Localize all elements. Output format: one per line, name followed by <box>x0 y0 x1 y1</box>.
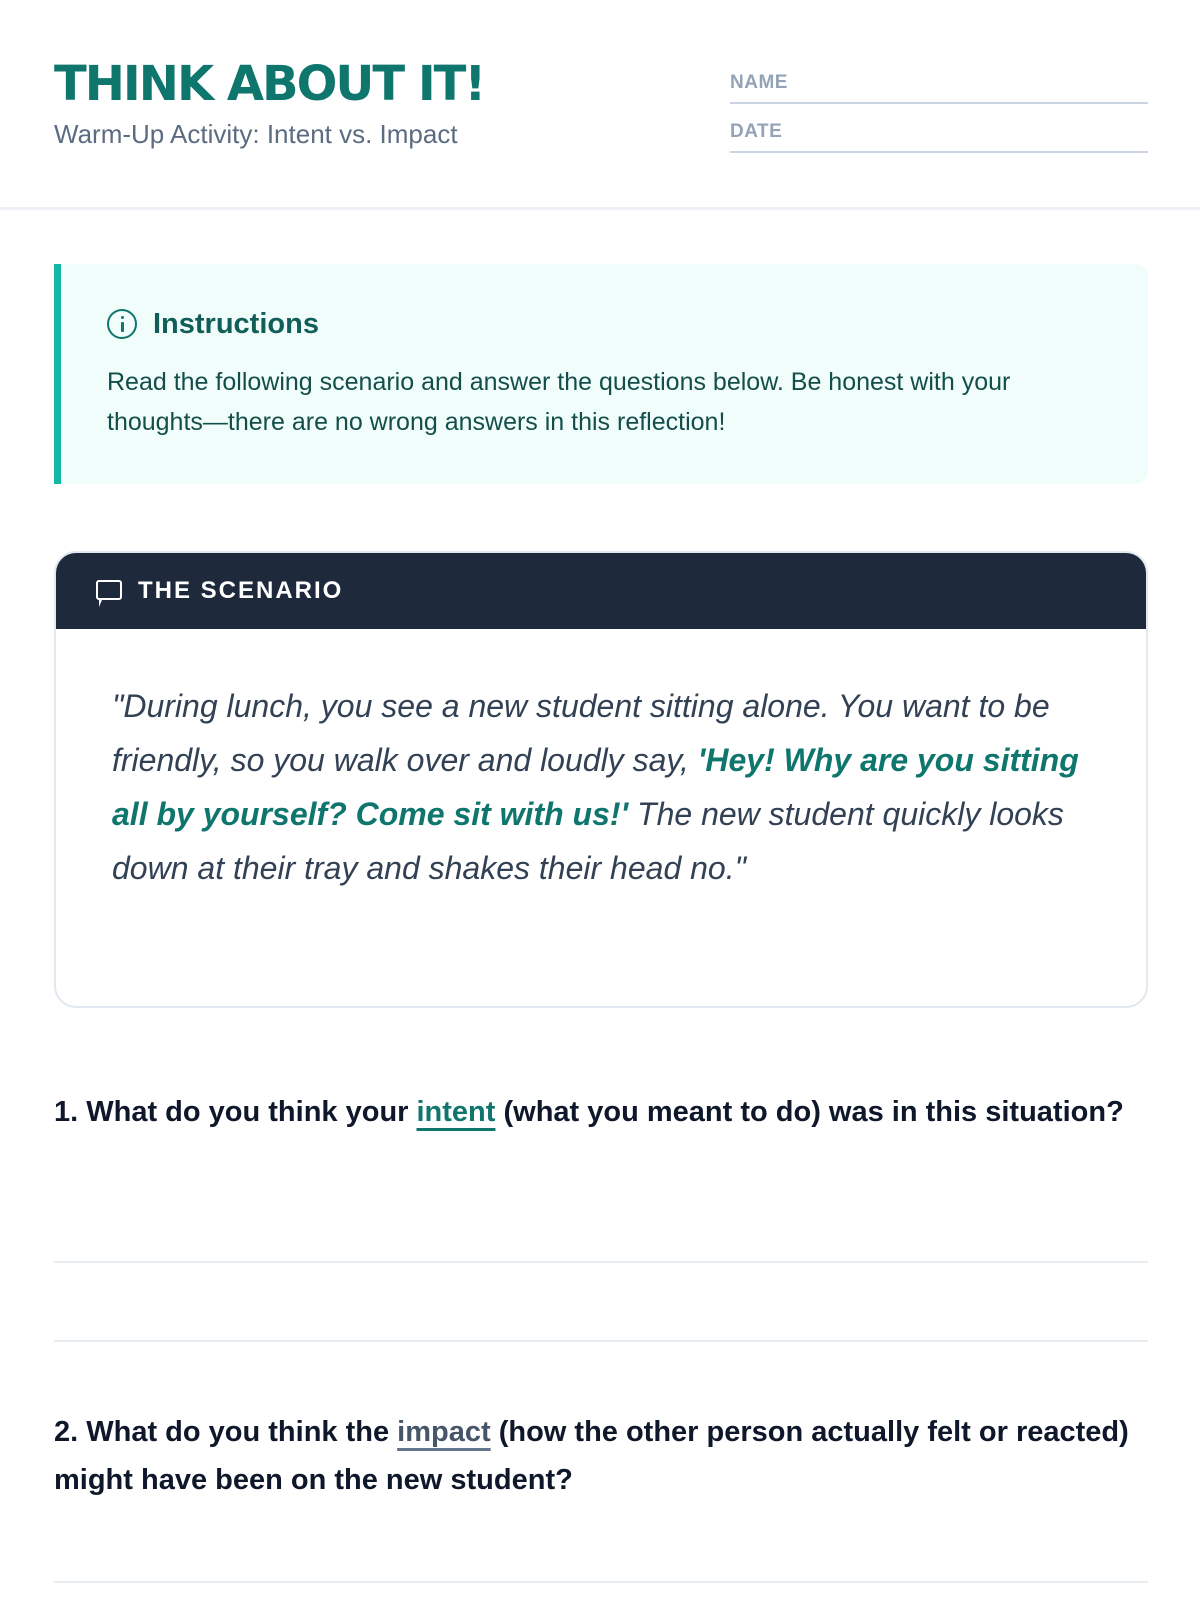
answer-line[interactable] <box>54 1340 1148 1342</box>
info-icon <box>107 309 137 339</box>
instructions-callout <box>54 264 1148 484</box>
name-field[interactable] <box>730 64 1148 104</box>
scenario-quote: 'Hey! Why are you sitting all by yourself? Come sit with us!' <box>112 742 1079 832</box>
page-title: THINK ABOUT IT! <box>54 56 485 112</box>
scenario-text <box>112 679 1102 895</box>
page-subtitle: Warm-Up Activity: Intent vs. Impact <box>54 119 458 149</box>
scenario-title: THE SCENARIO <box>138 577 344 604</box>
chat-bubble-icon <box>96 580 122 600</box>
question-1-before: 1. What do you think your <box>54 1096 417 1128</box>
instructions-text: Read the following scenario and answer the questions below. Be honest with your thoughts—there are no wrong answers in this reflection! <box>107 368 1011 436</box>
scenario-text-after: The new student quickly looks down at their tray and shakes their head no." <box>112 796 1064 886</box>
question-2-before: 2. What do you think the <box>54 1416 398 1448</box>
keyword-intent: intent <box>416 1096 496 1128</box>
name-label: NAME <box>730 72 788 93</box>
question-2-after: (how the other person actually felt or reacted) might have been on the new student? <box>54 1416 1129 1496</box>
scenario-card <box>54 551 1148 1008</box>
keyword-impact: impact <box>397 1416 491 1448</box>
question-1 <box>54 1088 1148 1136</box>
answer-line[interactable] <box>54 1581 1148 1583</box>
scenario-text-before: "During lunch, you see a new student sitting alone. You want to be friendly, so you walk over and loudly say, <box>112 688 1050 778</box>
answer-line[interactable] <box>54 1261 1148 1263</box>
instructions-header <box>107 306 319 342</box>
question-2 <box>54 1408 1148 1504</box>
instructions-title: Instructions <box>153 307 319 340</box>
worksheet-header <box>0 0 1200 210</box>
scenario-header <box>56 553 1146 629</box>
question-1-after: (what you meant to do) was in this situation? <box>495 1096 1124 1128</box>
date-field[interactable] <box>730 113 1148 153</box>
date-label: DATE <box>730 121 783 142</box>
